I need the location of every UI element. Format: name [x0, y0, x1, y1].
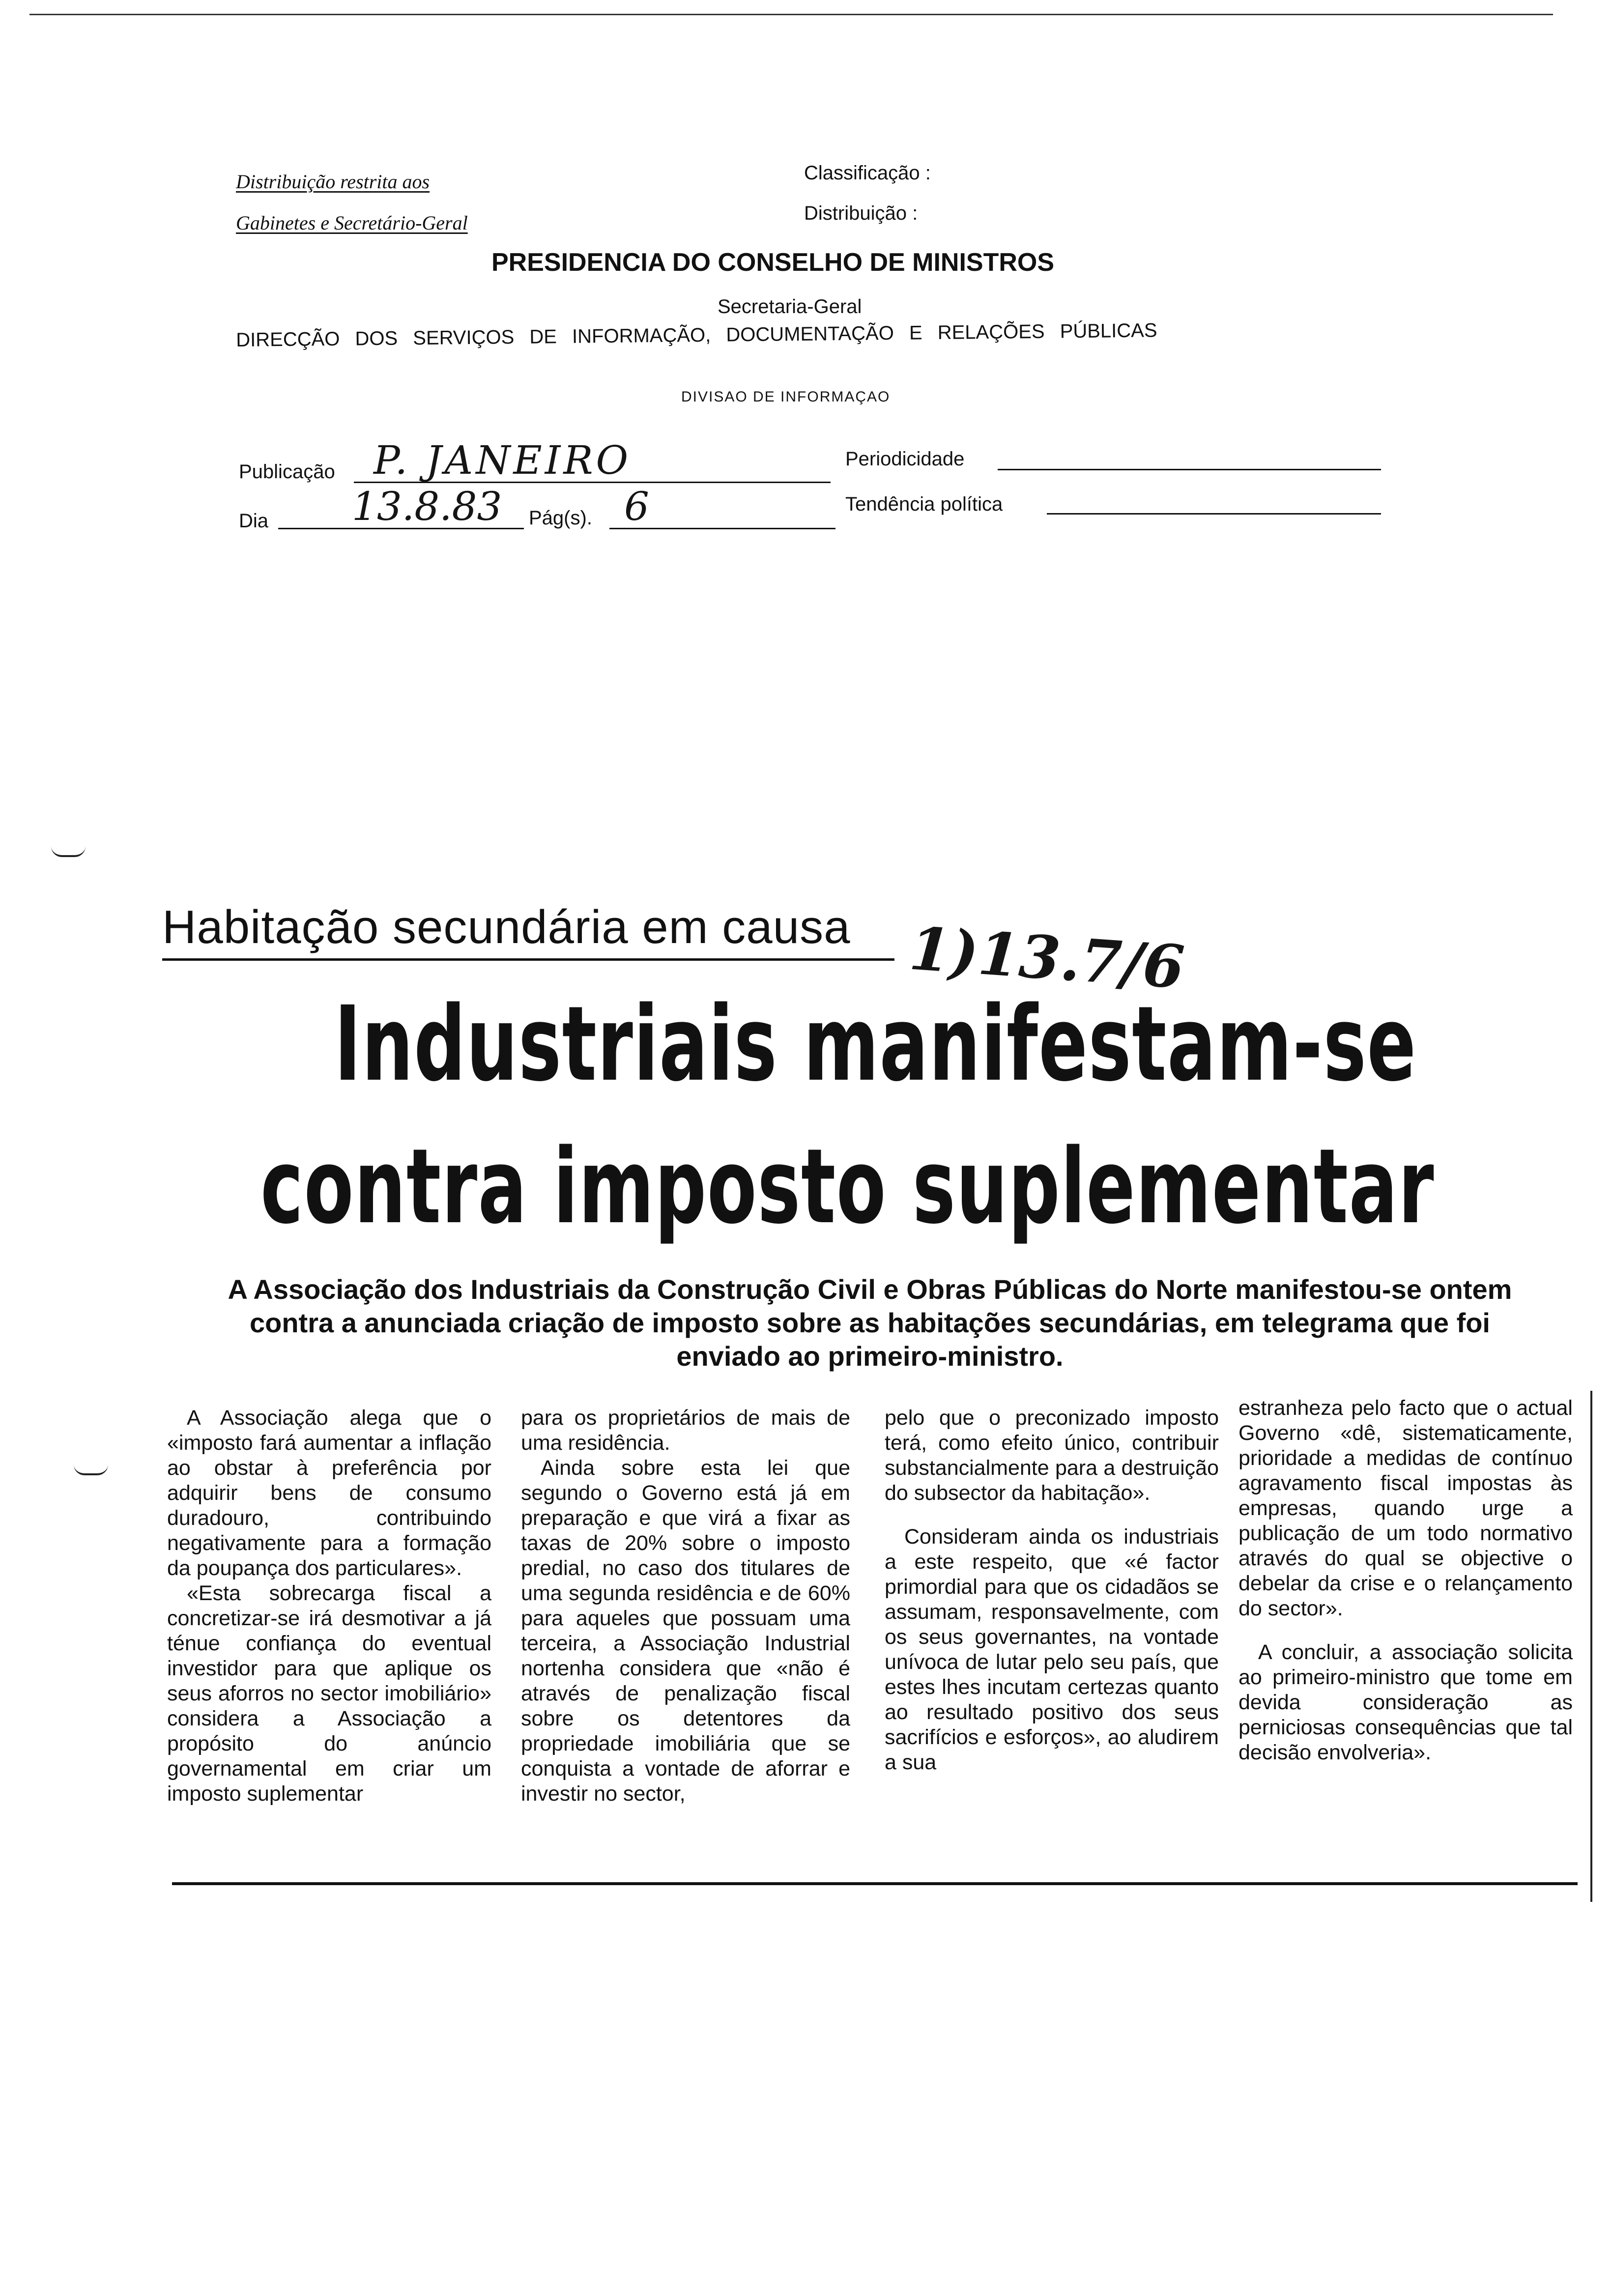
restricted-distribution-line1: Distribuição restrita aos: [236, 171, 430, 193]
article-column-4: [1238, 1396, 1573, 1765]
restricted-distribution-line2: Gabinetes e Secretário-Geral: [236, 212, 468, 234]
handwritten-reference: 1)13.7/6: [907, 914, 1187, 1003]
publication-value: P. JANEIRO: [374, 437, 632, 483]
col4-paragraph-1: estranheza pelo facto que o actual Governo «dê, sistematicamente, prioridade a medidas de contínuo agravamento fiscal impostas às empresas, quando urge a publicação de um todo normativo através do qual se objective o debelar da crise e o relançamento do sector».: [1238, 1396, 1573, 1620]
col4-paragraph-2: A concluir, a associação solicita ao primeiro-ministro que tome em devida consideração as perniciosas consequências que tal decisão envolveria».: [1238, 1640, 1573, 1764]
scan-mark: [74, 1464, 108, 1475]
scan-top-edge: [29, 14, 1553, 15]
col2-paragraph-1: para os proprietários de mais de uma residência.: [521, 1406, 850, 1455]
day-value: 13.8.83: [352, 484, 502, 529]
tendency-field: [1047, 489, 1381, 515]
article-bottom-rule: [172, 1882, 1578, 1885]
publication-label: Publicação: [239, 461, 335, 483]
headline-line2: contra imposto suplementar: [260, 1126, 1435, 1247]
day-label: Dia: [239, 510, 269, 532]
col3-paragraph-2: Consideram ainda os industriais a este respeito, que «é factor primordial para que os cidadãos se assumam, responsavelmente, com os seus governantes, na vontade unívoca de lutar pelo seu país, que estes lhes incutam certezas quanto ao resultado positivo dos seus sacrifícios e esforços», ao aludirem a sua: [885, 1525, 1219, 1774]
directorate-line: DIRECÇÃO DOS SERVIÇOS DE INFORMAÇÃO, DOCUMENTAÇÃO E RELAÇÕES PÚBLICAS: [236, 319, 1157, 351]
article-column-1: [167, 1406, 491, 1807]
pages-field: [609, 484, 835, 529]
publication-field: [354, 437, 831, 483]
clipping-right-edge: [1590, 1391, 1592, 1902]
periodicity-field: [998, 445, 1381, 470]
org-title: PRESIDENCIA DO CONSELHO DE MINISTROS: [491, 248, 1055, 277]
classification-label: Classificação :: [804, 162, 931, 184]
periodicity-label: Periodicidade: [845, 448, 965, 470]
article-column-3: [885, 1406, 1219, 1775]
day-field: [278, 484, 524, 529]
col1-paragraph-2: «Esta sobrecarga fiscal a concretizar-se irá desmotivar a já ténue confiança do eventual investidor para que aplique os seus aforros no sector imobiliário» considera a Associação a propósito do anúncio governamental em criar um imposto suplementar: [167, 1581, 491, 1806]
col1-paragraph-1: A Associação alega que o «imposto fará aumentar a inflação ao obstar à preferência por adquirir bens de consumo duradouro, contribuindo negativamente para a formação da poupança dos particulares».: [167, 1406, 491, 1580]
pages-label: Pág(s).: [529, 507, 592, 529]
headline-line1: Industriais manifestam-se: [334, 984, 1417, 1104]
kicker-rule: [162, 958, 894, 961]
scan-mark: [51, 846, 86, 857]
col2-paragraph-2: Ainda sobre esta lei que segundo o Governo está já em preparação e que virá a fixar as taxas de 20% sobre o imposto predial, no caso dos titulares de uma segunda residência e de 60% para aqueles que possuam uma terceira, a Associação Industrial nortenha considera que «não é através de penalização fiscal sobre os detentores da propriedade imobiliária que se conquista a vontade de aforrar e investir no sector,: [521, 1456, 850, 1806]
pages-value: 6: [624, 484, 649, 529]
distribution-label: Distribuição :: [804, 202, 918, 224]
tendency-label: Tendência política: [845, 493, 1003, 515]
division-line: DIVISAO DE INFORMAÇAO: [681, 389, 891, 405]
article-column-2: [521, 1406, 850, 1807]
article-lead: A Associação dos Industriais da Construção Civil e Obras Públicas do Norte manifestou-se ontem contra a anunciada criação de imposto sobre as habitações secundárias, em telegrama que foi enviado ao primeiro-ministro.: [228, 1274, 1512, 1372]
article-kicker: Habitação secundária em causa: [162, 901, 851, 953]
org-subtitle: Secretaria-Geral: [718, 296, 862, 317]
col3-paragraph-1: pelo que o preconizado imposto terá, como efeito único, contribuir substancialmente para a destruição do subsector da habitação».: [885, 1406, 1219, 1505]
